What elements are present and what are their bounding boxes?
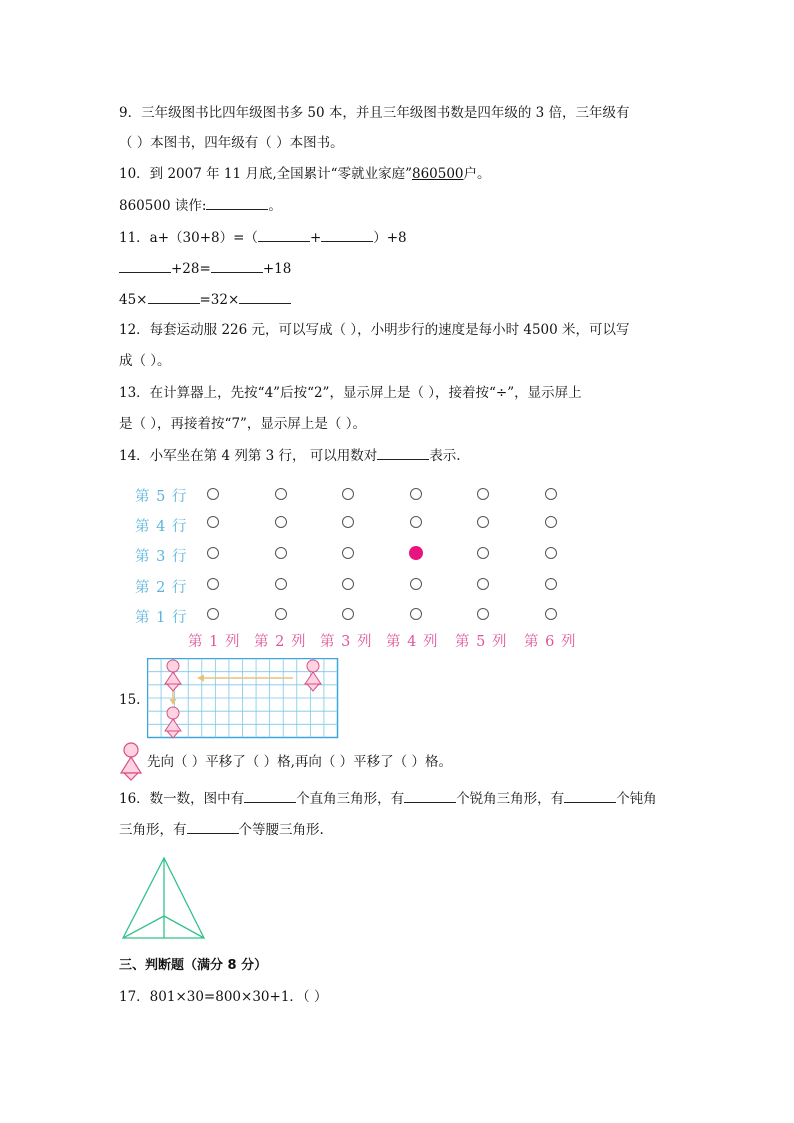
q11-part-f: 45× — [119, 292, 148, 308]
column-label: 第 4 列 — [386, 634, 439, 650]
q9-line1: 9．三年级图书比四年级图书多 50 本，并且三年级图书数是四年级的 3 倍，三年级有 — [119, 105, 630, 121]
q10-answer-blank[interactable] — [206, 196, 268, 210]
seat-circle — [545, 547, 557, 559]
q16-line1 — [119, 789, 657, 808]
q11-blank-5[interactable] — [148, 290, 200, 304]
q16-part-a: 16．数一数，图中有 — [119, 791, 245, 807]
q11-line1 — [119, 228, 407, 247]
q16-part-b: 个直角三角形，有 — [296, 791, 405, 807]
seat-circle — [477, 578, 489, 590]
seat-circle — [477, 488, 489, 500]
seat-circle — [410, 488, 422, 500]
q10-number: 860500 — [411, 166, 464, 182]
q10-period: 。 — [268, 198, 282, 214]
seat-circle — [275, 547, 287, 559]
q16-part-e: 三角形，有 — [119, 822, 187, 838]
column-label: 第 6 列 — [524, 634, 577, 650]
seat-circle — [342, 547, 354, 559]
q13-line1: 13．在计算器上，先按“4”后按“2”，显示屏上是（ ），接着按“÷”，显示屏上 — [119, 385, 582, 401]
q14-text-end: 表示. — [429, 448, 461, 464]
row-label: 第 2 行 — [135, 580, 188, 596]
column-label: 第 1 列 — [188, 634, 241, 650]
seat-circle — [207, 608, 219, 620]
seat-circle — [207, 547, 219, 559]
q16-blank-right[interactable] — [244, 789, 296, 803]
q12-line2: 成（ ）。 — [119, 353, 171, 369]
seat-circle — [410, 608, 422, 620]
seat-highlighted — [409, 546, 423, 560]
seat-circle — [410, 578, 422, 590]
row-label: 第 1 行 — [135, 610, 188, 626]
q16-blank-isosceles[interactable] — [187, 820, 239, 834]
q11-blank-4[interactable] — [211, 259, 263, 273]
q16-part-c: 个锐角三角形，有 — [456, 791, 565, 807]
seat-circle — [275, 516, 287, 528]
q11-blank-3[interactable] — [119, 259, 171, 273]
q10-read-label: 860500 读作: — [119, 198, 207, 214]
seat-circle — [545, 608, 557, 620]
q17-line: 17．801×30=800×30+1．（ ） — [119, 989, 328, 1005]
seat-circle — [207, 488, 219, 500]
section-heading: 三、判断题（满分 8 分） — [119, 958, 268, 973]
seat-circle — [342, 516, 354, 528]
q11-part-g: =32× — [199, 292, 240, 308]
q14-line — [119, 446, 461, 465]
grid-figure — [147, 658, 339, 740]
q11-line3 — [119, 290, 291, 309]
seat-circle — [545, 578, 557, 590]
seat-circle — [477, 516, 489, 528]
q16-blank-obtuse[interactable] — [564, 789, 616, 803]
seat-circle — [545, 516, 557, 528]
q11-part-a: 11．a+（30+8）=（ — [119, 230, 258, 246]
seat-circle — [410, 516, 422, 528]
q11-blank-6[interactable] — [239, 290, 291, 304]
q14-answer-blank[interactable] — [377, 446, 429, 460]
seat-circle — [342, 608, 354, 620]
row-label: 第 3 行 — [135, 549, 188, 565]
q10-unit: 户。 — [463, 166, 491, 182]
seat-circle — [477, 608, 489, 620]
row-label: 第 5 行 — [135, 489, 188, 505]
column-label: 第 2 列 — [254, 634, 307, 650]
seat-circle — [342, 488, 354, 500]
q16-part-d: 个钝角 — [616, 791, 657, 807]
q15-text: 先向（ ）平移了（ ）格,再向（ ）平移了（ ）格。 — [147, 754, 452, 770]
seat-circle — [275, 608, 287, 620]
q14-text: 14．小军坐在第 4 列第 3 行， 可以用数对 — [119, 448, 378, 464]
q11-blank-2[interactable] — [321, 228, 373, 242]
row-label: 第 4 行 — [135, 519, 188, 535]
q16-blank-acute[interactable] — [404, 789, 456, 803]
q10-text: 10．到 2007 年 11 月底,全国累计“零就业家庭” — [119, 166, 412, 182]
seat-circle — [545, 488, 557, 500]
q9-line2: （ ）本图书，四年级有（ ）本图书。 — [119, 135, 344, 151]
q12-line1: 12．每套运动服 226 元，可以写成（ ），小明步行的速度是每小时 4500 米，可以写 — [119, 322, 630, 338]
triangle-figure — [120, 856, 208, 942]
seat-circle — [275, 578, 287, 590]
q11-plus: + — [309, 230, 322, 246]
q11-line2 — [119, 259, 291, 278]
q10-line2 — [119, 196, 282, 215]
figure-icon — [118, 741, 144, 781]
column-label: 第 5 列 — [455, 634, 508, 650]
q11-part-e: +18 — [262, 261, 292, 277]
seat-circle — [207, 516, 219, 528]
q16-part-f: 个等腰三角形. — [238, 822, 324, 838]
q13-line2: 是（ ），再接着按“7”，显示屏上是（ ）。 — [119, 416, 366, 432]
seat-circle — [207, 578, 219, 590]
seat-circle — [275, 488, 287, 500]
q15-number: 15. — [119, 692, 141, 708]
q10-line1 — [119, 165, 491, 183]
column-label: 第 3 列 — [320, 634, 373, 650]
seat-circle — [342, 578, 354, 590]
seat-circle — [477, 547, 489, 559]
q11-part-c: ）+8 — [373, 230, 407, 246]
q11-part-d: +28= — [171, 261, 211, 277]
q16-line2 — [119, 820, 324, 839]
q11-blank-1[interactable] — [258, 228, 310, 242]
